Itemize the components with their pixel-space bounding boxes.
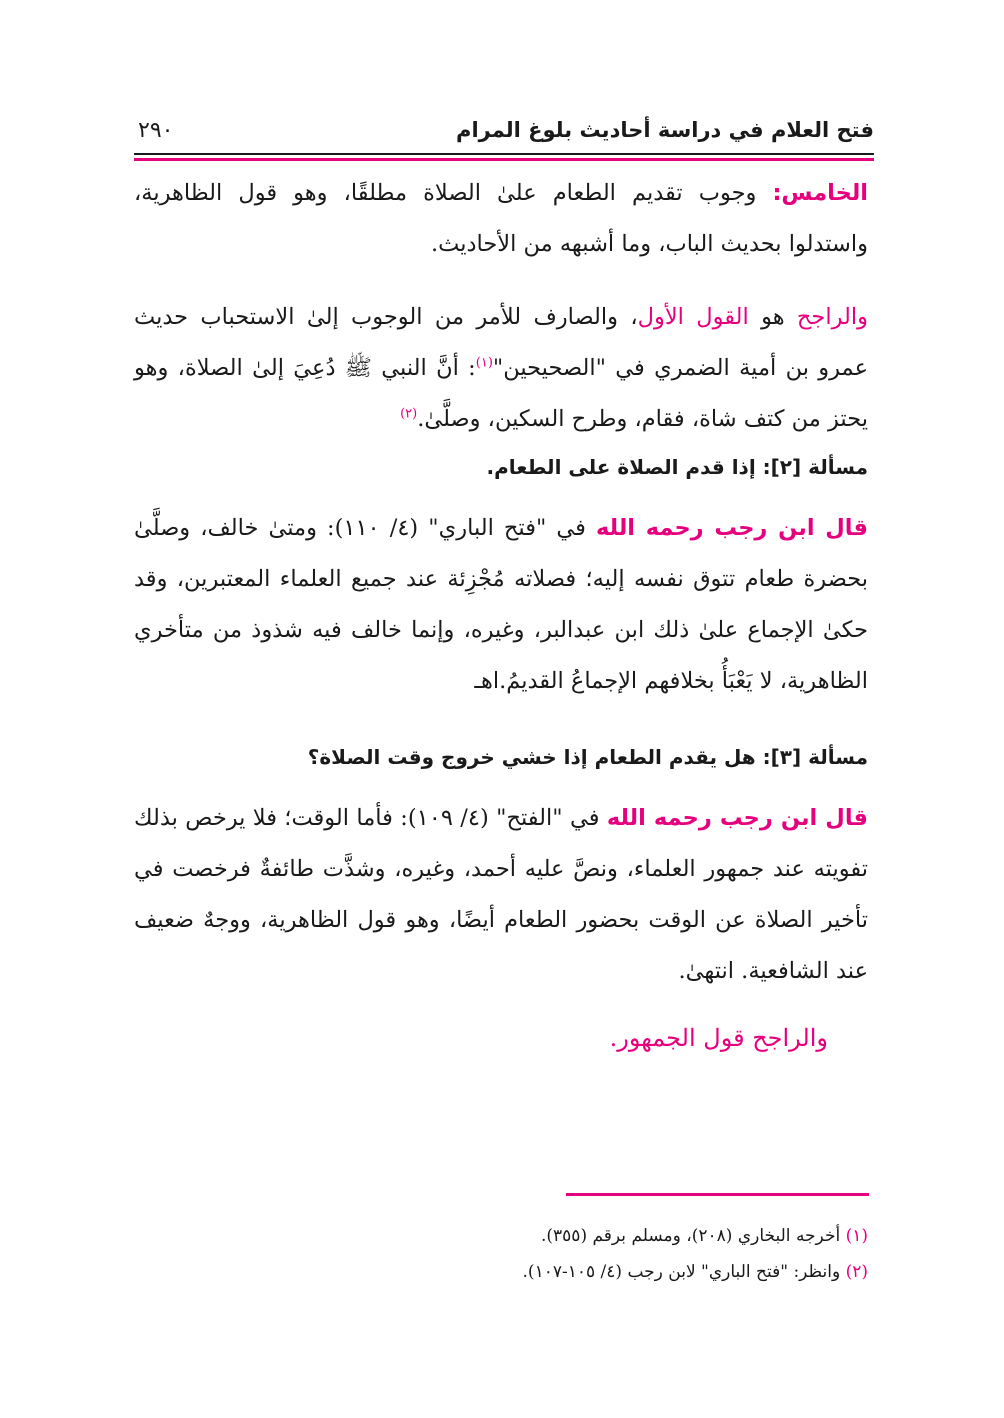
page-number: ٢٩٠ bbox=[138, 118, 174, 143]
paragraph-lead: قال ابن رجب رحمه الله bbox=[606, 805, 869, 831]
conclusion-line: والراجح قول الجمهور. bbox=[609, 1024, 828, 1052]
paragraph-ibn-rajab-1 bbox=[134, 503, 868, 707]
paragraph-lead: والراجح bbox=[796, 304, 868, 330]
footnote-2 bbox=[134, 1254, 868, 1290]
paragraph-text: في "الفتح" (٤/ ١٠٩): فأما الوقت؛ فلا يرخص بذلك تفويته عند جمهور العلماء، ونصَّ عليه أحمد، وغيره، وشذَّت طائفةٌ فرخصت في تأخير الصلاة عن الوقت بحضور الطعام أيضًا، وهو قول الظاهرية، ووجهٌ ضعيف عند الشافعية. انتهىٰ. bbox=[134, 805, 868, 984]
header-rule-pink bbox=[134, 158, 874, 161]
paragraph-text: في "فتح الباري" (٤/ ١١٠): ومتىٰ خالف، وصلَّىٰ بحضرة طعام تتوق نفسه إليه؛ فصلاته مُجْزِئة عند جميع العلماء المعتبرين، وقد حكىٰ الإجماع علىٰ ذلك ابن عبدالبر، وغيره، وإنما خالف فيه شذوذ من متأخري الظاهرية، لا يَعْبَأُ بخلافهم الإجماعُ القديمُ.اهـ bbox=[134, 515, 868, 694]
heading-text: إذا قدم الصلاة على الطعام. bbox=[486, 455, 763, 479]
paragraph-text: ، والصارف للأمر من الوجوب إلىٰ الاستحباب حديث عمرو بن أمية الضمري في "الصحيحين" bbox=[134, 304, 868, 381]
footnote-divider bbox=[566, 1193, 869, 1196]
section-heading-issue-3 bbox=[134, 737, 868, 777]
footnote-text: وانظر: "فتح الباري" لابن رجب (٤/ ١٠٥-١٠٧). bbox=[522, 1262, 846, 1282]
section-heading-issue-2 bbox=[134, 447, 868, 487]
footnote-ref-2[interactable]: (٢) bbox=[400, 406, 418, 422]
main-text bbox=[134, 168, 868, 1063]
paragraph-text: : أنَّ النبي ﷺ دُعِيَ إلىٰ الصلاة، وهو يحتز من كتف شاة، فقام، وطرح السكين، وصلَّىٰ. bbox=[134, 355, 868, 432]
heading-label: مسألة [٣]: bbox=[762, 745, 868, 769]
running-title: فتح العلام في دراسة أحاديث بلوغ المرام bbox=[456, 118, 874, 142]
paragraph-lead: قال ابن رجب رحمه الله bbox=[595, 515, 868, 541]
footnote-ref-1[interactable]: (١) bbox=[475, 355, 493, 371]
paragraph-text: هو bbox=[748, 304, 797, 330]
highlighted-phrase: القول الأول bbox=[637, 304, 749, 330]
footnote-number: (٢) bbox=[845, 1262, 868, 1282]
paragraph-lead: الخامس: bbox=[772, 180, 868, 206]
paragraph-preferred-view bbox=[134, 292, 868, 445]
header-rule-dark bbox=[134, 153, 874, 155]
paragraph-ibn-rajab-2 bbox=[134, 793, 868, 997]
footnote-text: أخرجه البخاري (٢٠٨)، ومسلم برقم (٣٥٥). bbox=[541, 1226, 846, 1246]
footnote-number: (١) bbox=[845, 1226, 868, 1246]
heading-label: مسألة [٢]: bbox=[762, 455, 868, 479]
paragraph-text: وجوب تقديم الطعام علىٰ الصلاة مطلقًا، وهو قول الظاهرية، واستدلوا بحديث الباب، وما أشبهه من الأحاديث. bbox=[134, 180, 868, 257]
footnotes bbox=[134, 1218, 868, 1290]
heading-text: هل يقدم الطعام إذا خشي خروج وقت الصلاة؟ bbox=[307, 745, 763, 769]
paragraph-fifth-view bbox=[134, 168, 868, 270]
footnote-1 bbox=[134, 1218, 868, 1254]
page-header bbox=[134, 112, 874, 152]
